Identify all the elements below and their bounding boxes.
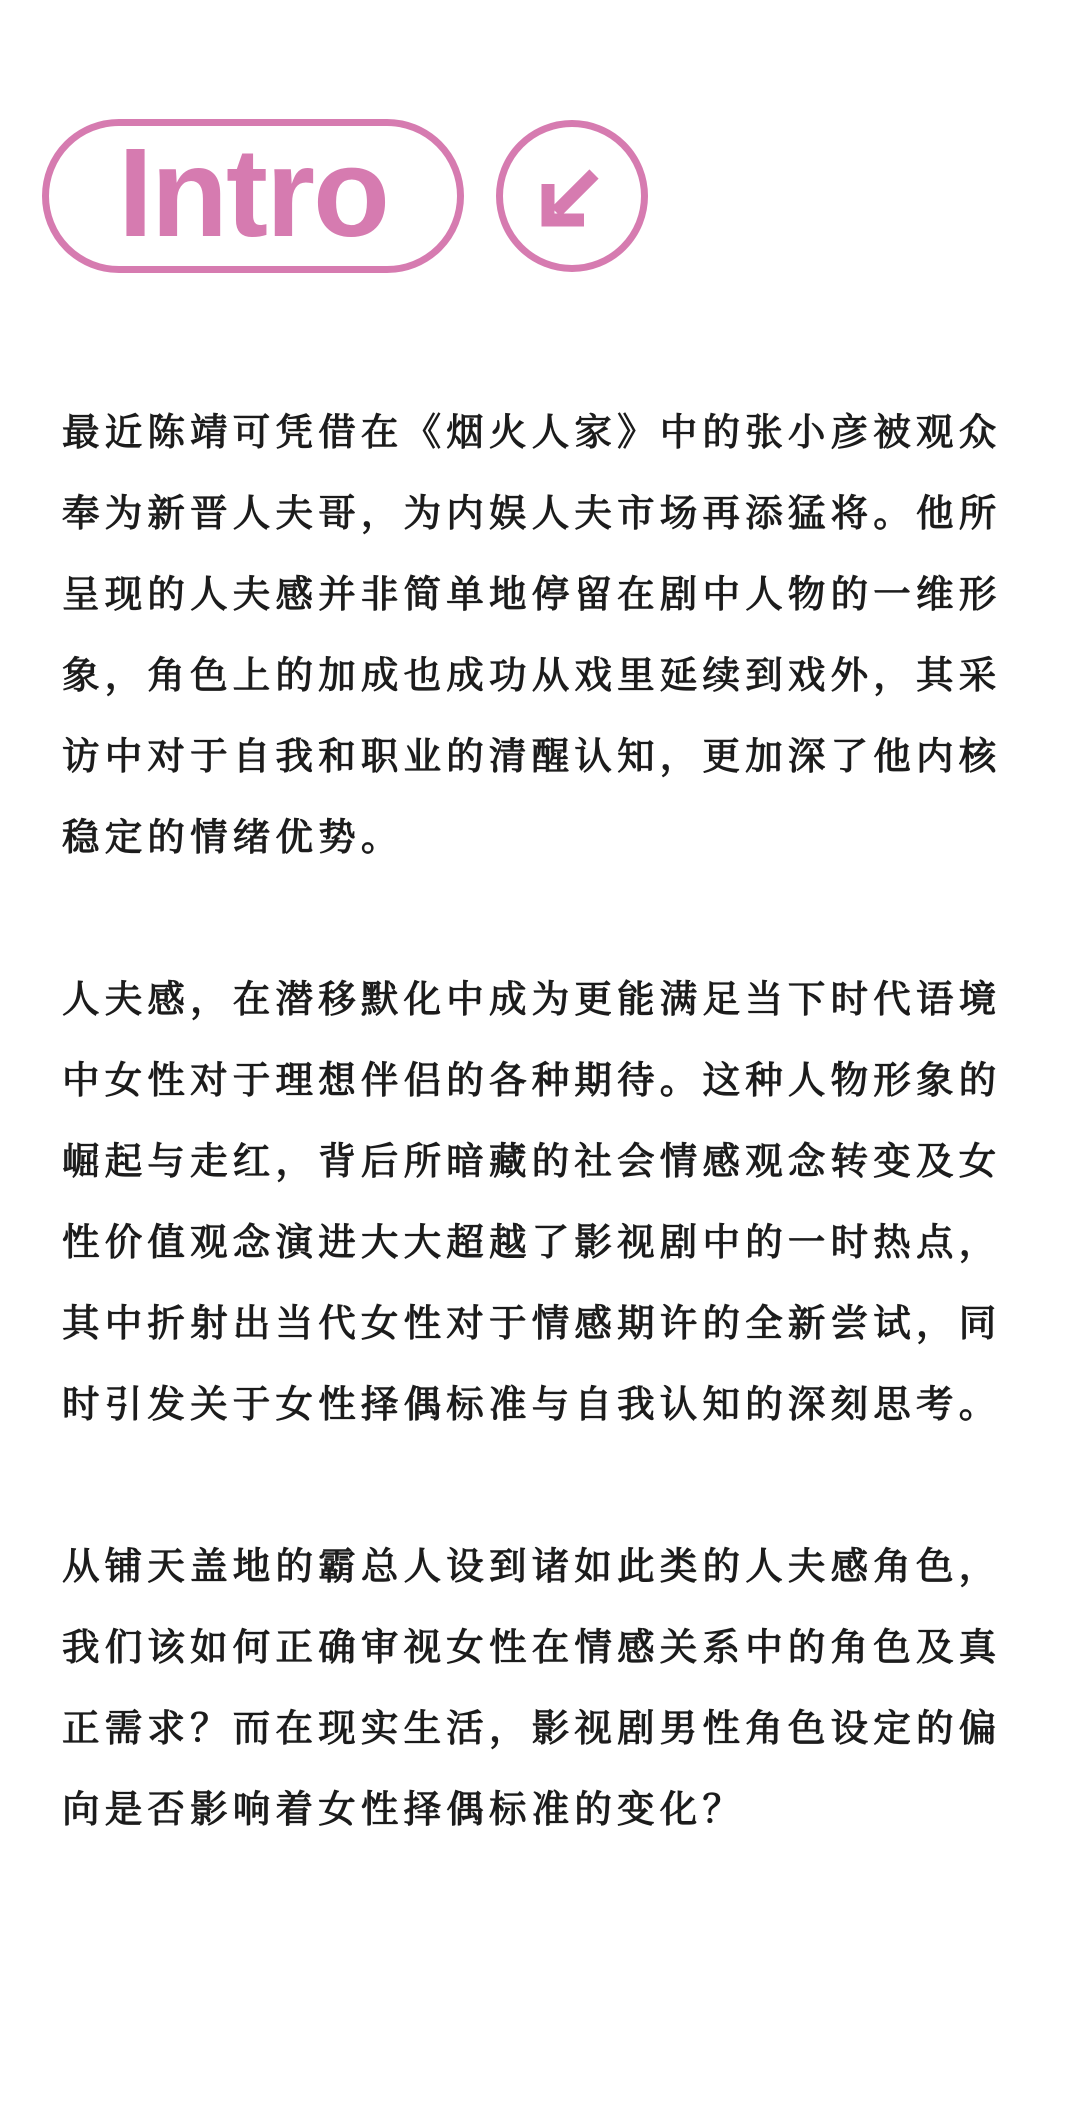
- paragraph-2: 人夫感，在潜移默化中成为更能满足当下时代语境中女性对于理想伴侣的各种期待。这种人物形象的崛起与走红，背后所暗藏的社会情感观念转变及女性价值观念演进大大超越了影视剧中的一时热点，其中折射出当代女性对于情感期许的全新尝试，同时引发关于女性择偶标准与自我认知的深刻思考。: [62, 977, 1002, 1426]
- intro-label: Intro: [118, 122, 388, 263]
- paragraph-1: 最近陈靖可凭借在《烟火人家》中的张小彦被观众奉为新晋人夫哥，为内娱人夫市场再添猛将。他所呈现的人夫感并非简单地停留在剧中人物的一维形象，角色上的加成也成功从戏里延续到戏外，其采访中对于自我和职业的清醒认知，更加深了他内核稳定的情绪优势。: [62, 410, 1002, 859]
- paragraph-3: 从铺天盖地的霸总人设到诸如此类的人夫感角色，我们该如何正确审视女性在情感关系中的角色及真正需求？而在现实生活，影视剧男性角色设定的偏向是否影响着女性择偶标准的变化？: [62, 1544, 1002, 1831]
- arrow-badge: [496, 120, 648, 272]
- arrow-down-left-icon: [532, 156, 612, 236]
- intro-badge: [42, 119, 464, 273]
- article-body: [62, 392, 1022, 1850]
- intro-header: [42, 118, 648, 274]
